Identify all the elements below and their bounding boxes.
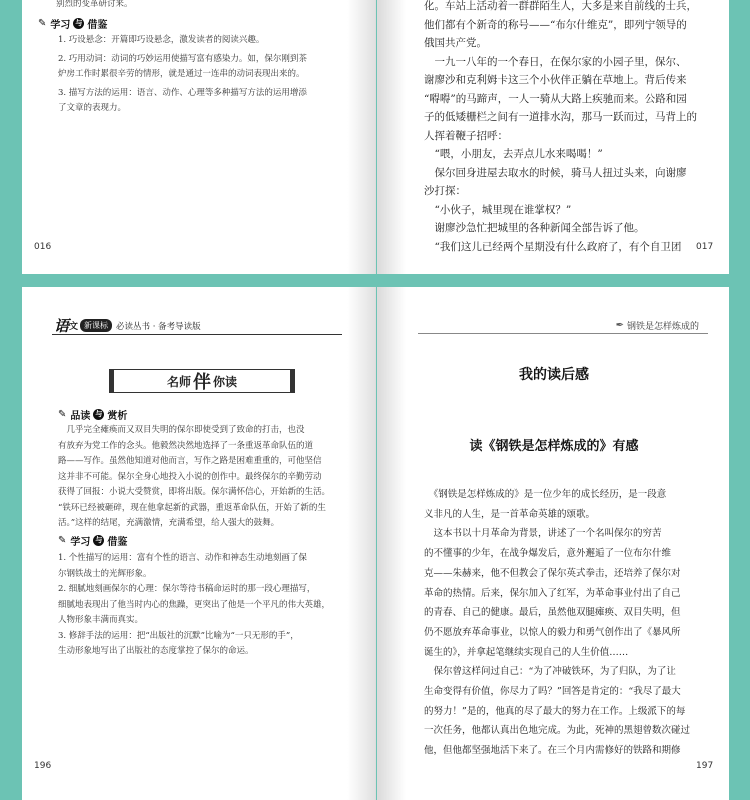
text-line: 谢廖沙急忙把城里的各种新闻全部告诉了他。: [424, 222, 645, 234]
section-study-learn: ✎ 学习 与 借鉴: [58, 535, 128, 548]
story-text: [424, 0, 722, 256]
text-line: “小伙子，城里现在谁掌权？”: [424, 203, 572, 216]
connector-badge: 与: [75, 19, 83, 27]
page-number: 197: [696, 761, 714, 771]
text-line: 一次任务，他都认真出色地完成。为此，死神的黑翅曾数次碰过: [424, 725, 691, 737]
chapter-banner: 名师 伴 你读: [109, 369, 295, 393]
text-line: 一九一八年的一个春日，在保尔家的小园子里，保尔、: [424, 55, 687, 68]
section-study-learn: ✎ 学习 与 借鉴: [38, 18, 108, 31]
list-item: 细腻地表现出了他当时内心的焦躁，更突出了他是一个平凡的伟大英雄，: [58, 599, 331, 610]
text-line: 这并非不可能。保尔全身心地投入小说的创作中。最终保尔的辛勤劳动: [58, 471, 322, 482]
text-line: 化。车站上活动着一群群陌生人，大多是来自前线的士兵，: [424, 0, 697, 12]
series-name: 必读丛书 · 备考导读版: [116, 321, 201, 332]
text-line: 谢廖沙和克利姆卡这三个小伙伴正躺在草地上。背后传来: [424, 74, 687, 86]
logo-char: 语: [54, 317, 70, 335]
text-line: 获得了回报：小说大受赞赏，即将出版。保尔满怀信心，开始新的生活。: [58, 487, 331, 497]
text-line: 子的低矮栅栏之间有一道排水沟，那马一跃而过，马背上的: [424, 111, 697, 123]
list-item: 2. 巧用动词：动词的巧妙运用使描写富有感染力。如，保尔刚到茶: [58, 54, 307, 64]
header-rule: [418, 333, 708, 334]
list-item: 2. 细腻地刻画保尔的心理：保尔等待书稿命运时的那一段心理描写，: [58, 584, 316, 594]
text-line: 诞生的》，并拿起笔继续实现自己的人生价值……: [424, 646, 629, 658]
list-item: 炉房工作时累很辛劳的情形，就是通过一连串的动词表现出来的。: [58, 69, 305, 79]
connector-badge: 与: [95, 536, 103, 544]
text-line: 人挥着鞭子招呼：: [424, 129, 508, 142]
list-item: 1. 巧设悬念：开篇即巧设悬念，激发读者的阅读兴趣。: [58, 35, 265, 45]
list-item: 了文章的表现力。: [58, 103, 127, 113]
text-line: 活。”这样的结尾，充满激情，充满希望，给人强大的鼓舞。: [58, 518, 280, 528]
text-line: “我们这儿已经两个星期没有什么政府了，有个自卫团: [424, 240, 682, 253]
section-heading: 我的读后感: [519, 367, 589, 383]
text-line: 生命变得有价值，你尽力了吗？”回答是肯定的：“我尽了最大: [424, 686, 681, 698]
text-line: “喂，小朋友，去弄点儿水来喝喝！”: [424, 148, 603, 160]
logo-char: 文: [69, 322, 79, 332]
fragment-line: 别烈的变革研讨来。: [56, 0, 133, 9]
text-line: 这本书以十月革命为背景，讲述了一个名叫保尔的穷苦: [424, 528, 662, 540]
text-line: 的努力！”是的，他真的尽了最大的努力在工作。上级派下的每: [424, 705, 686, 717]
pen-icon: ✎: [58, 535, 67, 546]
text-line: 革命的热情。后来，保尔加入了红军，为革命事业付出了自己: [424, 587, 681, 599]
top-right-page: [377, 0, 729, 274]
list-item: 人物形象丰满而真实。: [58, 615, 144, 625]
text-line: 他，但他都坚强地活下来了。在三个月内需修好的铁路和期修: [424, 745, 681, 757]
banner-emphasis: 伴: [193, 372, 211, 393]
pen-icon: ✎: [38, 18, 47, 29]
text-line: 沙打探：: [424, 185, 466, 197]
book-series-header: [54, 315, 201, 336]
text-line: 路——写作。虽然他知道对他而言，写作之路是困难重重的，可他坚信: [58, 456, 322, 466]
connector-badge: 与: [95, 410, 103, 418]
section-read-appreciate: ✎ 品读 与 赏析: [58, 409, 128, 422]
bottom-left-page: [22, 287, 376, 800]
gutter-shadow: [378, 0, 406, 274]
essay-text: [424, 485, 724, 761]
text-line: 《钢铁是怎样炼成的》是一位少年的成长经历，是一段意: [424, 489, 667, 500]
text-line: 的不懂事的少年，在战争爆发后，意外邂逅了一位布尔什维: [424, 548, 672, 560]
gutter-shadow: [347, 287, 375, 800]
feather-icon: ✒: [615, 320, 624, 331]
list-item: 生动形象地写出了出版社的态度掌控了保尔的命运。: [58, 646, 254, 656]
header-rule: [52, 334, 342, 335]
text-line: “铁环已经被砸碎，现在他拿起新的武器，重返革命队伍，开始了新的生: [58, 502, 326, 513]
top-left-page: [22, 0, 376, 274]
text-line: 保尔回身进屋去取水的时候，骑马人扭过头来，向谢廖: [424, 166, 687, 179]
text-line: 几乎完全瘫痪而又双目失明的保尔即使受到了致命的打击，也没: [58, 425, 305, 435]
study-items: [58, 33, 368, 116]
text-line: 义非凡的人生，是一首革命英雄的颂歌。: [424, 508, 596, 520]
text-line: 的青春、自己的健康。最后，虽然他双腿瘫痪、双目失明，但: [424, 607, 681, 619]
essay-title: 读《钢铁是怎样炼成的》有感: [469, 439, 639, 454]
book-title: 钢铁是怎样炼成的: [626, 322, 699, 332]
text-line: “嘚嘚”的马蹄声，一人一骑从大路上疾驰而来。公路和园: [424, 92, 687, 105]
text-line: 仍不愿放弃革命事业，以惊人的毅力和勇气创作出了《暴风所: [424, 626, 681, 638]
list-item: 3. 修辞手法的运用：把“出版社的沉默”比喻为“一只无形的手”，: [58, 630, 299, 641]
text-line: 他们都有个新奇的称号——“布尔什维克”，即列宁领导的: [424, 18, 687, 31]
study-items: [58, 551, 358, 660]
appreciation-text: [58, 423, 358, 532]
page-number: 016: [34, 242, 52, 252]
page-number: 196: [34, 761, 52, 771]
list-item: 3. 描写方法的运用：语言、动作、心理等多种描写方法的运用增添: [58, 88, 307, 98]
logo-badge: 新课标: [80, 319, 112, 332]
text-line: 保尔曾这样问过自己：“为了冲破铁环，为了归队，为了让: [424, 666, 676, 678]
text-line: 俄国共产党。: [424, 37, 487, 49]
text-line: 克——朱赫来，他不但教会了保尔英式拳击，还培养了保尔对: [424, 567, 681, 579]
page-number: 017: [696, 242, 714, 252]
book-title-header: [616, 319, 699, 332]
text-line: 有放弃为党工作的念头。他毅然决然地选择了一条重返革命队伍的道: [58, 440, 314, 451]
pen-icon: ✎: [58, 409, 67, 420]
list-item: 尔钢铁战士的光辉形象。: [58, 568, 152, 579]
bottom-right-page: [377, 287, 729, 800]
list-item: 1. 个性描写的运用：富有个性的语言、动作和神态生动地刻画了保: [58, 553, 307, 563]
